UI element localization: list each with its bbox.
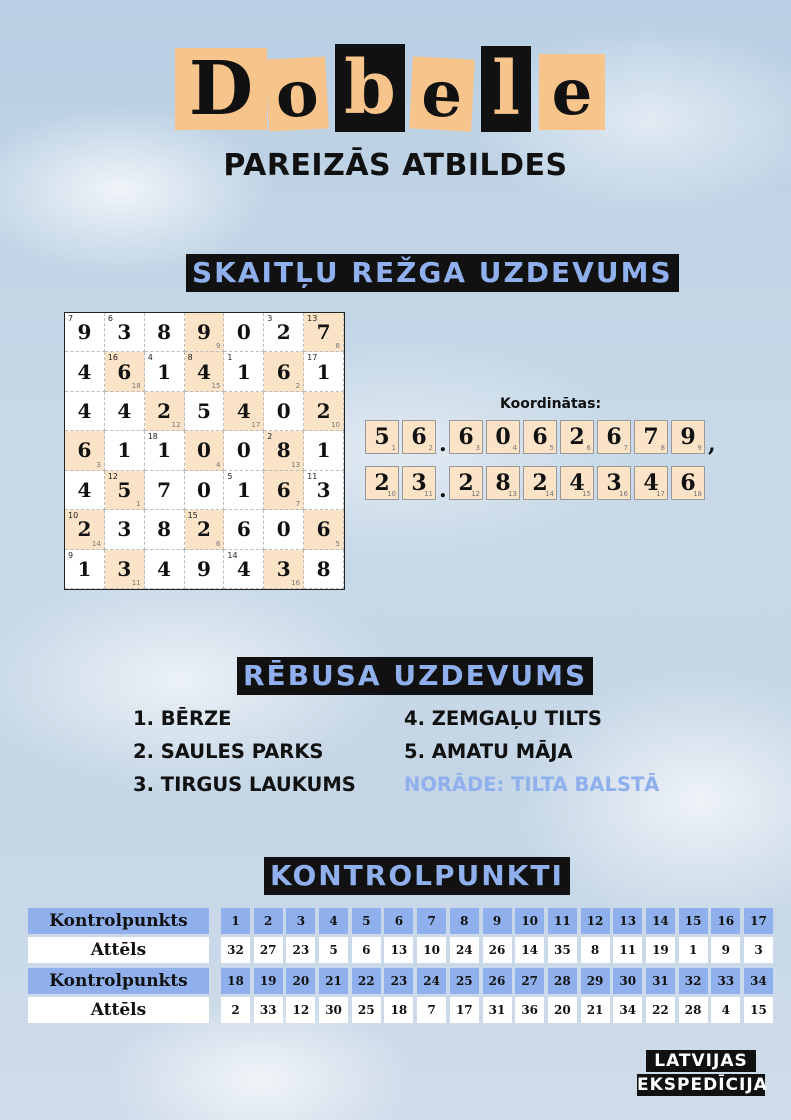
checkpoint-row (28, 968, 777, 994)
checkpoint-number: 22 (352, 968, 381, 994)
image-number: 8 (581, 937, 610, 963)
coordinate-digit-box (449, 466, 483, 500)
cell-digit: 3 (117, 517, 132, 542)
coordinate-digit: 2 (532, 470, 548, 496)
coordinate-index: 18 (693, 490, 702, 498)
cell-clue-number: 13 (307, 314, 318, 323)
coordinate-digit-box (449, 420, 483, 454)
image-number: 28 (679, 997, 708, 1023)
coordinate-digit-box (560, 420, 594, 454)
cell-order-index: 14 (91, 539, 101, 548)
cell-digit: 0 (276, 399, 291, 424)
grid-cell (145, 471, 185, 510)
cell-digit: 9 (77, 320, 92, 345)
cell-order-index: 13 (291, 460, 301, 469)
image-number: 31 (483, 997, 512, 1023)
cell-digit: 2 (197, 517, 211, 542)
cell-digit: 9 (197, 556, 211, 581)
cell-digit: 1 (316, 438, 331, 463)
cell-digit: 4 (197, 359, 211, 384)
cell-digit: 7 (157, 477, 172, 502)
grid-cell (185, 313, 225, 352)
image-number: 13 (384, 937, 413, 963)
cell-clue-number: 2 (267, 432, 273, 442)
coordinate-digit: 6 (606, 424, 622, 450)
rebus-answer-4: 4. ZEMGAĻU TILTS (404, 707, 602, 730)
cell-digit: 8 (316, 556, 331, 581)
grid-cell (145, 313, 185, 352)
image-number: 23 (286, 937, 315, 963)
cell-clue-number: 11 (307, 471, 318, 481)
grid-cell (105, 352, 145, 391)
image-number: 2 (221, 997, 250, 1023)
cell-digit: 0 (197, 438, 211, 463)
image-label: Attēls (28, 937, 209, 963)
coordinate-digit-box (671, 420, 705, 454)
coordinate-digit: 2 (374, 470, 390, 496)
coordinate-digit: 7 (643, 424, 659, 450)
coordinate-index: 1 (391, 444, 396, 452)
image-label: Attēls (28, 997, 209, 1023)
checkpoint-number: 23 (384, 968, 413, 994)
grid-cell (185, 510, 225, 549)
title-letter: l (481, 46, 531, 132)
cell-clue-number: 15 (187, 511, 198, 521)
coordinates-row-1 (365, 420, 718, 457)
checkpoint-number: 24 (417, 968, 446, 994)
image-number: 18 (384, 997, 413, 1023)
number-grid (64, 312, 345, 590)
checkpoint-number: 19 (254, 968, 283, 994)
section-heading-checkpoints: KONTROLPUNKTI (264, 857, 570, 895)
image-number: 24 (450, 937, 479, 963)
image-number: 20 (548, 997, 577, 1023)
coordinate-index: 8 (660, 444, 665, 452)
coordinate-digit: 3 (411, 470, 427, 496)
grid-cell (65, 431, 105, 470)
grid-cell (185, 392, 225, 431)
grid-cell (105, 392, 145, 431)
image-number: 17 (450, 997, 479, 1023)
checkpoint-number: 8 (450, 908, 479, 934)
checkpoint-number: 34 (744, 968, 773, 994)
cell-digit: 6 (236, 517, 251, 542)
checkpoint-number: 13 (613, 908, 642, 934)
coordinate-index: 14 (545, 490, 554, 498)
cell-order-index: 2 (295, 381, 301, 390)
image-number: 27 (254, 937, 283, 963)
checkpoint-number: 28 (548, 968, 577, 994)
cell-clue-number: 14 (227, 550, 238, 560)
cell-clue-number: 3 (267, 314, 273, 323)
coordinates-label: Koordinātas: (500, 396, 602, 412)
checkpoint-number: 21 (319, 968, 348, 994)
cell-digit: 3 (117, 556, 132, 581)
cell-order-index: 18 (131, 381, 141, 390)
cell-digit: 1 (77, 556, 92, 581)
grid-cell (65, 313, 105, 352)
title-letter: D (175, 48, 267, 130)
cell-digit: 9 (197, 320, 211, 345)
coordinate-digit-box (671, 466, 705, 500)
image-number: 14 (515, 937, 544, 963)
image-number: 32 (221, 937, 250, 963)
coordinate-index: 15 (582, 490, 591, 498)
grid-cell (304, 352, 344, 391)
checkpoint-number: 2 (254, 908, 283, 934)
cell-clue-number: 8 (187, 353, 193, 363)
grid-cell (304, 431, 344, 470)
cell-digit: 2 (276, 320, 291, 345)
cell-digit: 7 (316, 320, 331, 345)
image-row (28, 997, 777, 1023)
section-heading-rebus: RĒBUSA UZDEVUMS (237, 657, 593, 695)
coordinate-digit: 6 (458, 424, 474, 450)
checkpoint-number: 6 (384, 908, 413, 934)
title-letter: b (335, 44, 405, 132)
grid-cell (224, 471, 264, 510)
cell-digit: 2 (77, 517, 92, 542)
cell-digit: 3 (117, 320, 132, 345)
grid-cell (224, 313, 264, 352)
cell-clue-number: 16 (107, 353, 119, 363)
checkpoint-number: 3 (286, 908, 315, 934)
cell-digit: 4 (236, 399, 251, 424)
title-letter: e (409, 56, 475, 131)
coordinate-digit: 8 (495, 470, 511, 496)
image-number: 9 (711, 937, 740, 963)
cell-clue-number: 12 (107, 471, 119, 481)
coordinate-digit-box (365, 420, 399, 454)
coordinate-digit-box (402, 466, 436, 500)
checkpoint-number: 29 (581, 968, 610, 994)
checkpoint-number: 12 (581, 908, 610, 934)
image-number: 7 (417, 997, 446, 1023)
grid-cell (105, 431, 145, 470)
cell-order-index: 15 (211, 381, 221, 390)
coordinate-digit-box (634, 420, 668, 454)
brand-logo (637, 1050, 768, 1098)
cell-digit: 3 (276, 556, 291, 581)
coordinate-index: 3 (475, 444, 480, 452)
checkpoint-number: 31 (646, 968, 675, 994)
coordinate-digit: 4 (643, 470, 659, 496)
grid-cell (185, 471, 225, 510)
coordinate-separator: . (439, 431, 447, 457)
coordinate-digit-box (634, 466, 668, 500)
grid-cell (304, 313, 344, 352)
cell-digit: 0 (236, 438, 251, 463)
checkpoint-number: 5 (352, 908, 381, 934)
cell-digit: 1 (157, 438, 172, 463)
image-number: 10 (417, 937, 446, 963)
cell-clue-number: 6 (107, 314, 113, 323)
checkpoint-number: 25 (450, 968, 479, 994)
coordinate-digit: 5 (374, 424, 390, 450)
checkpoint-number: 15 (679, 908, 708, 934)
grid-cell (264, 313, 304, 352)
coordinates-row-2 (365, 466, 708, 503)
coordinate-digit-box (597, 466, 631, 500)
grid-cell (105, 550, 145, 589)
cell-order-index: 12 (171, 421, 181, 430)
image-number: 30 (319, 997, 348, 1023)
grid-cell (224, 550, 264, 589)
rebus-hint: NORĀDE: TILTA BALSTĀ (404, 773, 660, 796)
image-number: 11 (613, 937, 642, 963)
cell-order-index: 10 (331, 421, 340, 430)
grid-cell (65, 510, 105, 549)
image-number: 19 (646, 937, 675, 963)
cell-digit: 1 (117, 438, 132, 463)
coordinate-index: 7 (623, 444, 628, 452)
cell-order-index: 3 (96, 460, 101, 469)
checkpoint-number: 14 (646, 908, 675, 934)
checkpoint-number: 9 (483, 908, 512, 934)
cell-digit: 3 (316, 477, 331, 502)
cell-digit: 6 (276, 477, 291, 502)
grid-cell (264, 510, 304, 549)
cell-order-index: 8 (335, 342, 340, 351)
image-number: 25 (352, 997, 381, 1023)
coordinate-index: 4 (512, 444, 517, 452)
coordinate-index: 2 (428, 444, 433, 452)
grid-cell (304, 510, 344, 549)
cell-digit: 5 (117, 477, 132, 502)
grid-cell (145, 392, 185, 431)
title-letter: e (539, 54, 605, 130)
coordinate-digit-box (486, 420, 520, 454)
cell-order-index: 9 (215, 342, 221, 351)
coordinate-digit-box (523, 420, 557, 454)
cell-digit: 4 (117, 399, 132, 424)
cell-clue-number: 10 (68, 511, 79, 521)
cell-digit: 4 (77, 359, 92, 384)
checkpoint-number: 17 (744, 908, 773, 934)
coordinate-index: 12 (471, 490, 480, 498)
cell-digit: 1 (236, 477, 251, 502)
page-title (175, 40, 615, 135)
coordinate-digit-box (560, 466, 594, 500)
checkpoint-number: 20 (286, 968, 315, 994)
checkpoint-number: 16 (711, 908, 740, 934)
cell-digit: 0 (236, 320, 251, 345)
grid-cell (65, 550, 105, 589)
grid-cell (145, 431, 185, 470)
cell-clue-number: 9 (68, 550, 74, 560)
grid-cell (224, 431, 264, 470)
checkpoint-label: Kontrolpunkts (28, 908, 209, 934)
grid-cell (224, 392, 264, 431)
coordinate-digit: 3 (606, 470, 622, 496)
grid-cell (145, 550, 185, 589)
image-number: 4 (711, 997, 740, 1023)
cell-clue-number: 7 (68, 314, 74, 323)
coordinate-index: 17 (656, 490, 665, 498)
image-number: 36 (515, 997, 544, 1023)
coordinate-digit: 0 (495, 424, 511, 450)
grid-cell (145, 352, 185, 391)
brand-line-2: EKSPEDĪCIJA (637, 1075, 768, 1095)
image-number: 6 (352, 937, 381, 963)
image-number: 5 (319, 937, 348, 963)
grid-cell (65, 392, 105, 431)
cell-digit: 4 (77, 477, 92, 502)
coordinate-digit-box (597, 420, 631, 454)
cell-order-index: 7 (295, 500, 301, 509)
cell-order-index: 4 (215, 460, 221, 469)
grid-cell (264, 471, 304, 510)
grid-cell (264, 352, 304, 391)
grid-cell (185, 550, 225, 589)
cell-digit: 5 (197, 399, 211, 424)
coordinate-index: 6 (586, 444, 591, 452)
checkpoint-number: 1 (221, 908, 250, 934)
coordinate-index: 13 (508, 490, 517, 498)
grid-cell (264, 431, 304, 470)
coordinate-digit: 6 (532, 424, 548, 450)
cell-digit: 4 (77, 399, 92, 424)
section-heading-grid: SKAITĻU REŽGA UZDEVUMS (186, 254, 679, 292)
coordinate-digit-box (402, 420, 436, 454)
grid-cell (304, 471, 344, 510)
checkpoint-number: 10 (515, 908, 544, 934)
checkpoint-number: 32 (679, 968, 708, 994)
cell-digit: 0 (276, 517, 291, 542)
cell-order-index: 16 (291, 578, 301, 587)
checkpoint-number: 11 (548, 908, 577, 934)
rebus-answer-2: 2. SAULES PARKS (133, 740, 324, 763)
grid-cell (65, 471, 105, 510)
cell-digit: 6 (77, 438, 92, 463)
image-number: 26 (483, 937, 512, 963)
cell-digit: 8 (276, 438, 291, 463)
cell-digit: 4 (236, 556, 251, 581)
checkpoint-number: 4 (319, 908, 348, 934)
grid-cell (264, 550, 304, 589)
coordinate-digit: 2 (569, 424, 585, 450)
checkpoint-number: 18 (221, 968, 250, 994)
grid-cell (304, 392, 344, 431)
cell-order-index: 1 (136, 500, 141, 509)
coordinate-digit: 2 (458, 470, 474, 496)
image-number: 33 (254, 997, 283, 1023)
rebus-answer-3: 3. TIRGUS LAUKUMS (133, 773, 356, 796)
title-letter: o (265, 56, 329, 131)
grid-cell (105, 313, 145, 352)
checkpoint-number: 27 (515, 968, 544, 994)
checkpoint-label: Kontrolpunkts (28, 968, 209, 994)
grid-cell (224, 352, 264, 391)
coordinate-digit: 9 (680, 424, 696, 450)
checkpoint-number: 7 (417, 908, 446, 934)
cell-digit: 0 (197, 477, 211, 502)
checkpoint-row (28, 908, 777, 934)
image-number: 15 (744, 997, 773, 1023)
image-number: 34 (613, 997, 642, 1023)
cell-clue-number: 17 (307, 353, 318, 363)
rebus-answer-1: 1. BĒRZE (133, 707, 232, 730)
cell-order-index: 17 (251, 421, 261, 430)
cell-digit: 1 (236, 359, 251, 384)
rebus-answer-5: 5. AMATU MĀJA (404, 740, 573, 763)
coordinate-index: 16 (619, 490, 628, 498)
grid-cell (304, 550, 344, 589)
coordinate-index: 11 (424, 490, 433, 498)
coordinate-separator: . (439, 477, 447, 503)
cell-digit: 2 (316, 399, 331, 424)
image-number: 12 (286, 997, 315, 1023)
coordinate-digit: 4 (569, 470, 585, 496)
grid-cell (105, 510, 145, 549)
image-number: 35 (548, 937, 577, 963)
subtitle: PAREIZĀS ATBILDES (223, 148, 568, 183)
image-number: 3 (744, 937, 773, 963)
coordinate-index: 9 (697, 444, 702, 452)
cell-digit: 4 (157, 556, 172, 581)
checkpoint-number: 30 (613, 968, 642, 994)
brand-line-1: LATVIJAS (646, 1050, 756, 1072)
cell-digit: 2 (157, 399, 172, 424)
cell-clue-number: 18 (147, 432, 158, 442)
cell-digit: 6 (316, 517, 331, 542)
grid-cell (145, 510, 185, 549)
cell-digit: 1 (157, 359, 172, 384)
cell-digit: 6 (276, 359, 291, 384)
grid-cell (65, 352, 105, 391)
grid-cell (105, 471, 145, 510)
cell-order-index: 11 (131, 578, 141, 587)
cell-order-index: 5 (335, 539, 340, 548)
coordinate-digit-box (486, 466, 520, 500)
image-number: 22 (646, 997, 675, 1023)
checkpoint-number: 26 (483, 968, 512, 994)
cell-clue-number: 1 (227, 353, 233, 363)
coordinate-digit: 6 (680, 470, 696, 496)
cell-clue-number: 4 (147, 353, 153, 363)
coordinate-digit: 6 (411, 424, 427, 450)
coordinate-digit-box (365, 466, 399, 500)
image-row (28, 937, 777, 963)
cell-digit: 6 (117, 359, 132, 384)
cell-clue-number: 5 (227, 471, 233, 481)
cell-digit: 8 (157, 320, 172, 345)
image-number: 1 (679, 937, 708, 963)
cell-order-index: 6 (215, 539, 221, 548)
coordinate-index: 10 (387, 490, 396, 498)
coordinate-index: 5 (549, 444, 554, 452)
cell-digit: 1 (316, 359, 331, 384)
grid-cell (185, 431, 225, 470)
checkpoint-number: 33 (711, 968, 740, 994)
image-number: 21 (581, 997, 610, 1023)
grid-cell (185, 352, 225, 391)
coordinate-digit-box (523, 466, 557, 500)
coordinate-separator: , (708, 431, 716, 457)
grid-cell (264, 392, 304, 431)
cell-digit: 8 (157, 517, 172, 542)
grid-cell (224, 510, 264, 549)
